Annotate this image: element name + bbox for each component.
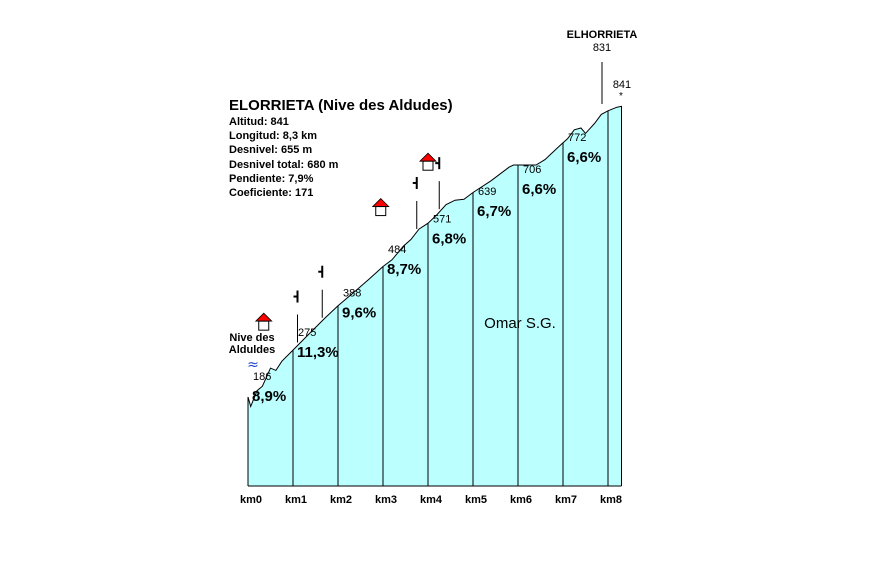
x-tick-label: km1 (284, 494, 308, 506)
start-name-line2: Alduldes (228, 344, 276, 356)
segment-gradient-label: 11,3% (297, 343, 339, 361)
segment-altitude-label: 639 (478, 185, 497, 198)
x-tick-label: km7 (554, 494, 578, 506)
x-tick-label: km4 (419, 494, 443, 506)
segment-altitude-label: 571 (433, 213, 452, 226)
house-icon (256, 313, 272, 330)
segment-altitude-label: 186 (253, 371, 272, 384)
summit-altitude: 831 (592, 42, 612, 54)
segment-gradient-label: 8,7% (387, 261, 422, 279)
peak-altitude: 841 (612, 79, 632, 91)
x-tick-label: km8 (599, 494, 623, 506)
x-tick-label: km6 (509, 494, 533, 506)
x-tick-label: km0 (239, 494, 263, 506)
segment-gradient-label: 8,9% (252, 388, 287, 406)
junction-icon (294, 291, 298, 343)
x-tick-label: km5 (464, 494, 488, 506)
x-tick-label: km2 (329, 494, 353, 506)
summit-annotation (567, 29, 638, 104)
start-name-line1: Nive des (229, 332, 275, 344)
segment-gradient-label: 6,6% (522, 180, 557, 198)
x-axis-labels (240, 494, 622, 506)
segment-gradient-label: 6,6% (567, 148, 602, 166)
stat-row-pendiente: Pendiente: 7,9% (229, 172, 314, 185)
segment-altitude-label: 706 (523, 163, 542, 176)
summit-name: ELHORRIETA (566, 29, 638, 41)
stat-row-altitud: Altitud: 841 (229, 116, 289, 128)
peak-mark: * (619, 91, 623, 102)
segment-gradient-label: 9,6% (342, 304, 377, 322)
segment-gradient-label: 6,8% (432, 230, 467, 248)
chart-title: ELORRIETA (Nive des Aldudes) (229, 97, 453, 114)
segment-gradient-label: 6,7% (477, 202, 512, 220)
x-tick-label: km3 (374, 494, 398, 506)
stat-row-coeficiente: Coeficiente: 171 (229, 187, 314, 200)
author-watermark: Omar S.G. (484, 315, 556, 332)
stat-row-longitud: Longitud: 8,3 km (229, 130, 318, 143)
stat-row-desnivel: Desnivel: 655 m (229, 144, 313, 157)
stat-row-desnivel-total: Desnivel total: 680 m (229, 158, 339, 171)
segment-altitude-label: 772 (568, 131, 587, 144)
segment-altitude-label: 484 (388, 244, 407, 257)
start-annotation (229, 332, 275, 373)
segment-altitude-label: 388 (343, 287, 362, 300)
water-icon: ≈ (247, 357, 259, 373)
junction-icon (318, 266, 322, 318)
segment-altitude-label: 275 (298, 326, 317, 339)
house-icon (373, 199, 389, 216)
climb-info-panel (229, 97, 453, 200)
